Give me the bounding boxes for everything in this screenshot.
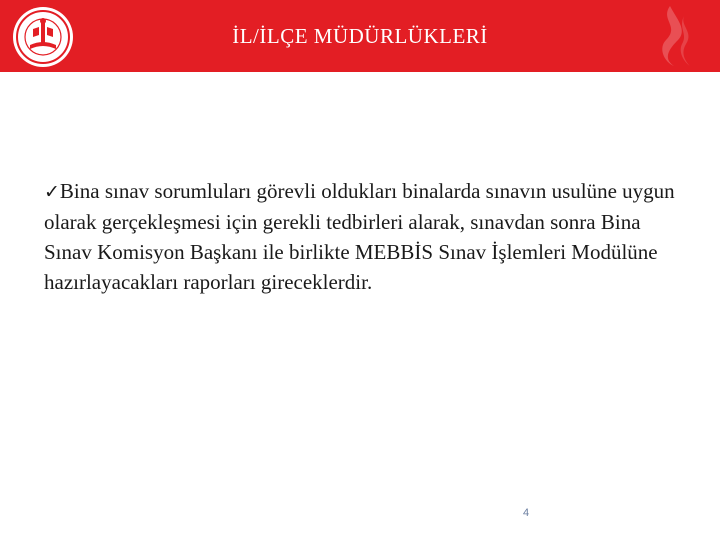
- header-bar: [0, 0, 720, 72]
- paragraph-text: Bina sınav sorumluları görevli oldukları binalarda sınavın usulüne uygun olarak gerçekleşmesi için gerekli tedbirleri alarak, sınavdan sonra Bina Sınav Komisyon Başkanı ile birlikte MEBBİS Sınav İşlemleri Modülüne hazırlayacakları raporları gireceklerdir.: [44, 179, 675, 294]
- body-paragraph: [44, 176, 684, 297]
- flame-icon: [640, 4, 706, 70]
- page-title: İL/İLÇE MÜDÜRLÜKLERİ: [232, 24, 488, 48]
- checkmark-icon: ✓: [44, 181, 60, 203]
- page-number: 4: [522, 507, 530, 519]
